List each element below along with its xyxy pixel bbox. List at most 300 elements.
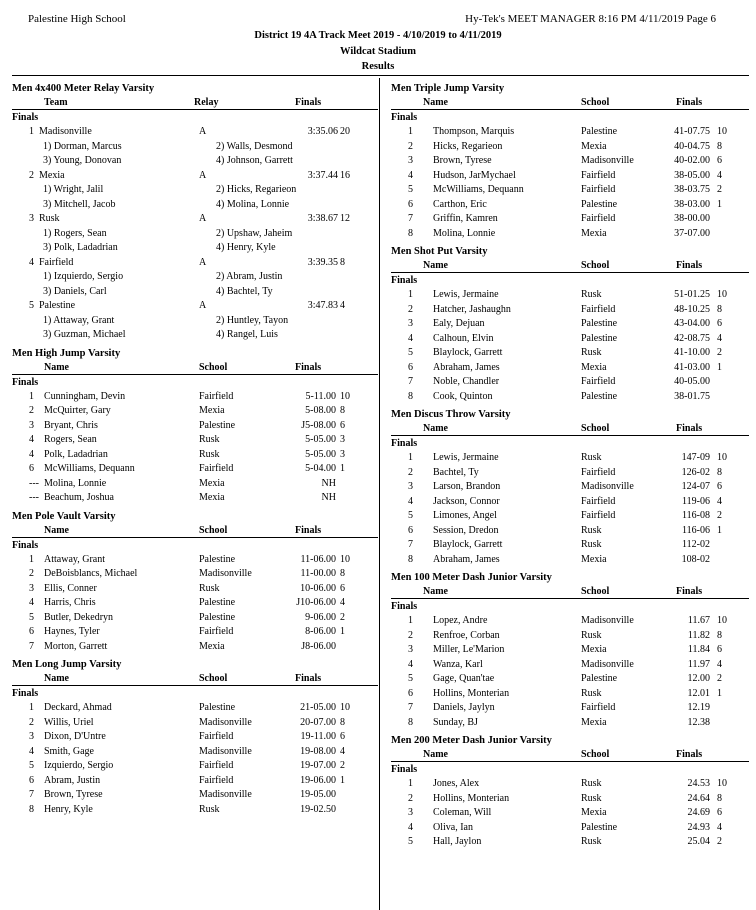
event-title: Men Shot Put Varsity <box>391 246 488 257</box>
relay-legs-row <box>12 270 378 285</box>
event-block <box>391 82 749 241</box>
result-row <box>391 643 749 658</box>
result-row <box>391 538 749 553</box>
event-title: Men 200 Meter Dash Junior Varsity <box>391 735 552 746</box>
place: 8 <box>408 716 413 728</box>
header-name: Name <box>423 97 448 108</box>
relay-results <box>12 125 378 343</box>
team-name: Rusk <box>39 213 60 224</box>
header-finals: Finals <box>676 423 703 434</box>
athlete-name: Dixon, D'Untre <box>44 731 106 742</box>
finals-mark: 5-04.00 <box>305 463 336 474</box>
points: 4 <box>717 169 722 181</box>
place: 2 <box>408 140 413 152</box>
place: 7 <box>29 789 34 800</box>
athlete-name: Renfroe, Corban <box>433 629 500 641</box>
points: 2 <box>717 184 722 195</box>
header-school: School <box>199 361 228 373</box>
finals-mark: 24.93 <box>687 821 710 833</box>
athlete-name: Brown, Tyrese <box>44 789 103 800</box>
event-block <box>391 245 749 404</box>
place: 3 <box>408 807 413 818</box>
athlete-name: Lopez, Andre <box>433 615 488 626</box>
school: Rusk <box>581 687 602 699</box>
school: Mexia <box>581 807 607 818</box>
result-row <box>391 361 749 376</box>
athlete-name: Larson, Brandon <box>433 481 501 492</box>
header-name: Name <box>423 586 448 597</box>
result-row <box>391 466 749 481</box>
column-header <box>391 748 749 762</box>
athlete-name: Thompson, Marquis <box>433 126 515 137</box>
points: 8 <box>717 303 722 315</box>
athlete-name: Abraham, James <box>433 553 500 565</box>
header-divider <box>12 75 749 76</box>
team-name: Madisonville <box>39 126 92 137</box>
points: 10 <box>717 615 727 626</box>
school: Rusk <box>581 347 602 358</box>
place: 8 <box>408 227 413 239</box>
points: 8 <box>340 405 345 416</box>
points: 8 <box>717 629 722 641</box>
athlete-name: Ealy, Dejuan <box>433 318 485 329</box>
school: Madisonville <box>199 745 252 757</box>
points: 6 <box>717 644 722 655</box>
result-row <box>391 835 749 850</box>
finals-mark: 19-07.00 <box>300 760 336 771</box>
relay-legs-row <box>12 154 378 169</box>
finals-mark: 51-01.25 <box>674 289 710 300</box>
team-name: Mexia <box>39 169 65 181</box>
finals-mark: 38-00.00 <box>674 213 710 224</box>
place: 3 <box>408 155 413 166</box>
points: 8 <box>340 256 345 268</box>
athlete-name: Attaway, Grant <box>44 553 105 565</box>
place: 1 <box>408 615 413 626</box>
school: Madisonville <box>199 568 252 579</box>
result-row <box>391 212 749 227</box>
section-title: Results <box>361 61 395 72</box>
athlete-name: Blaylock, Garrett <box>433 347 503 358</box>
place: 6 <box>29 463 34 474</box>
result-row <box>391 658 749 673</box>
place: 2 <box>408 792 413 804</box>
finals-mark: 24.64 <box>687 792 710 804</box>
header-school: School <box>581 423 610 434</box>
athlete-name: Jones, Alex <box>433 778 480 789</box>
event-block <box>12 347 378 506</box>
finals-mark: 41-10.00 <box>674 347 710 358</box>
header-name: Name <box>44 361 69 373</box>
athlete-name: DeBoisblancs, Michael <box>44 568 138 579</box>
finals-mark: 5-11.00 <box>305 390 336 402</box>
finals-mark: 147-09 <box>681 452 710 463</box>
result-row <box>391 716 749 731</box>
result-row <box>391 777 749 792</box>
points: 20 <box>340 126 350 137</box>
athlete-name: Abraham, James <box>433 361 500 373</box>
place: 2 <box>29 716 34 728</box>
relay-event <box>12 82 378 343</box>
result-row <box>391 390 749 405</box>
place: 6 <box>29 774 34 786</box>
athlete-name: Jackson, Connor <box>433 495 500 507</box>
finals-label: Finals <box>12 376 39 388</box>
relay-team-row <box>12 169 378 184</box>
event-title: Men Discus Throw Varsity <box>391 409 511 420</box>
finals-mark: 11.84 <box>687 644 710 655</box>
result-row <box>391 169 749 184</box>
place: 1 <box>408 289 413 300</box>
result-row <box>391 701 749 716</box>
right-events <box>391 82 749 850</box>
points: 8 <box>717 792 722 804</box>
event-title: Men Long Jump Varsity <box>12 659 122 670</box>
athlete-name: Izquierdo, Sergio <box>44 760 114 771</box>
result-row <box>12 716 378 731</box>
points: 2 <box>717 347 722 358</box>
relay-runner: 1) Attaway, Grant <box>43 314 115 326</box>
place: 8 <box>29 803 34 815</box>
place: 5 <box>408 510 413 521</box>
result-row <box>391 183 749 198</box>
place: 7 <box>408 213 413 224</box>
finals-mark: 11.67 <box>687 615 710 626</box>
athlete-name: Rogers, Sean <box>44 434 97 445</box>
column-header <box>12 96 378 110</box>
school: Fairfield <box>581 169 616 181</box>
finals-mark: 48-10.25 <box>674 303 710 315</box>
event-block <box>391 571 749 730</box>
athlete-name: Smith, Gage <box>44 745 94 757</box>
athlete-name: Bryant, Chris <box>44 419 98 431</box>
points: 4 <box>340 745 345 757</box>
finals-label: Finals <box>391 112 418 123</box>
school: Palestine <box>581 390 618 402</box>
relay-letter: A <box>199 256 207 268</box>
relay-legs-row <box>12 227 378 242</box>
finals-mark: 11-06.00 <box>300 553 336 565</box>
athlete-name: Beachum, Joshua <box>44 492 114 503</box>
finals-mark: 37-07.00 <box>674 227 710 239</box>
finals-mark: 3:37.44 <box>307 169 338 181</box>
points: 10 <box>717 126 727 137</box>
place: 4 <box>408 658 413 670</box>
place: 6 <box>408 198 413 210</box>
points: 6 <box>717 807 722 818</box>
header-team: Team <box>44 97 68 108</box>
result-row <box>12 419 378 434</box>
school: Mexia <box>581 361 607 373</box>
result-row <box>391 332 749 347</box>
place: --- <box>29 477 39 489</box>
place: 6 <box>29 626 34 637</box>
athlete-name: Harris, Chris <box>44 597 96 608</box>
place: 5 <box>408 673 413 684</box>
finals-mark: 116-08 <box>682 510 710 521</box>
relay-runner: 2) Huntley, Tayon <box>216 314 289 326</box>
finals-mark: 3:47.83 <box>307 300 338 311</box>
header-name: Name <box>423 749 448 760</box>
athlete-name: Limones, Angel <box>433 510 497 521</box>
finals-mark: 19-08.00 <box>300 745 336 757</box>
place: 7 <box>29 640 34 652</box>
finals-label: Finals <box>391 275 418 286</box>
points: 6 <box>717 318 722 329</box>
school: Fairfield <box>581 702 616 713</box>
athlete-name: Morton, Garrett <box>44 640 108 652</box>
points: 1 <box>340 774 345 786</box>
school: Rusk <box>581 836 602 847</box>
place: 7 <box>408 539 413 550</box>
header-school: School <box>199 524 228 536</box>
finals-mark: 11.97 <box>687 658 710 670</box>
athlete-name: Ellis, Conner <box>44 582 97 594</box>
relay-runner: 2) Upshaw, Jaheim <box>216 227 293 239</box>
header-name: Name <box>423 260 448 271</box>
result-row <box>12 553 378 568</box>
athlete-name: Abram, Justin <box>44 774 101 786</box>
athlete-name: Haynes, Tyler <box>44 626 100 637</box>
finals-mark: 116-06 <box>682 524 710 536</box>
athlete-name: Cook, Quinton <box>433 390 493 402</box>
result-row <box>12 625 378 640</box>
result-row <box>391 629 749 644</box>
finals-mark: 38-05.00 <box>674 169 710 181</box>
relay-runner: 3) Young, Donovan <box>43 155 122 166</box>
finals-mark: 5-05.00 <box>305 448 336 460</box>
result-row <box>12 774 378 789</box>
athlete-name: Sunday, BJ <box>433 716 478 728</box>
points: 10 <box>340 553 350 565</box>
points: 10 <box>340 390 350 402</box>
result-row <box>391 198 749 213</box>
place: 2 <box>408 629 413 641</box>
relay-runner: 4) Rangel, Luis <box>216 329 278 340</box>
place: 2 <box>29 405 34 416</box>
place: 6 <box>408 524 413 536</box>
athlete-name: McWilliams, Dequann <box>44 463 135 474</box>
finals-label: Finals <box>12 539 39 551</box>
place: 3 <box>29 582 34 594</box>
finals-label: Finals <box>12 688 39 699</box>
place: 5 <box>29 611 34 623</box>
place: 7 <box>408 376 413 387</box>
finals-mark: 12.00 <box>687 673 710 684</box>
event-title: Men 100 Meter Dash Junior Varsity <box>391 572 552 583</box>
relay-runner: 2) Abram, Justin <box>216 271 283 282</box>
finals-mark: J8-06.00 <box>301 640 336 652</box>
athlete-name: McWilliams, Dequann <box>433 184 524 195</box>
result-row <box>12 462 378 477</box>
finals-mark: 119-06 <box>682 495 710 507</box>
school: Rusk <box>199 582 220 594</box>
result-row <box>391 495 749 510</box>
school: Palestine <box>199 419 236 431</box>
points: 1 <box>340 463 345 474</box>
place: 5 <box>408 836 413 847</box>
event-block <box>12 510 378 655</box>
points: 8 <box>340 716 345 728</box>
points: 3 <box>340 434 345 445</box>
finals-label: Finals <box>391 601 418 612</box>
athlete-name: Gage, Quan'tae <box>433 673 495 684</box>
relay-runner: 1) Wright, Jalil <box>43 184 104 195</box>
header-name: Name <box>423 423 448 434</box>
relay-legs-row <box>12 314 378 329</box>
points: 2 <box>717 510 722 521</box>
result-row <box>12 404 378 419</box>
relay-legs-row <box>12 285 378 300</box>
athlete-name: Miller, Le'Marion <box>433 644 505 655</box>
place: 7 <box>408 702 413 713</box>
school: Palestine <box>581 673 618 684</box>
finals-label: Finals <box>391 764 418 775</box>
school: Palestine <box>199 553 236 565</box>
finals-mark: 40-05.00 <box>674 376 710 387</box>
athlete-name: Lewis, Jermaine <box>433 289 499 300</box>
athlete-name: Cunningham, Devin <box>44 390 126 402</box>
relay-runner: 2) Hicks, Regarieon <box>216 184 297 195</box>
relay-runner: 3) Daniels, Carl <box>43 285 107 297</box>
place: 6 <box>408 361 413 373</box>
result-row <box>12 611 378 626</box>
result-row <box>12 803 378 818</box>
athlete-name: Lewis, Jermaine <box>433 452 499 463</box>
result-row <box>391 125 749 140</box>
athlete-name: Bachtel, Ty <box>433 466 479 478</box>
finals-mark: 12.38 <box>687 716 710 728</box>
relay-runner: 4) Bachtel, Ty <box>216 285 273 297</box>
relay-legs-row <box>12 140 378 155</box>
finals-mark: 124-07 <box>681 481 710 492</box>
school: Fairfield <box>199 731 234 742</box>
team-name: Palestine <box>39 300 76 311</box>
result-row <box>391 317 749 332</box>
school: Rusk <box>199 434 220 445</box>
relay-letter: A <box>199 300 207 311</box>
school: Madisonville <box>581 615 634 626</box>
header-finals: Finals <box>295 524 322 536</box>
athlete-name: Session, Dredon <box>433 524 499 536</box>
school: Fairfield <box>581 376 616 387</box>
right-column <box>391 78 749 850</box>
athlete-name: Willis, Uriel <box>44 716 94 728</box>
finals-mark: 108-02 <box>681 553 710 565</box>
athlete-name: Polk, Ladadrian <box>44 448 108 460</box>
school: Madisonville <box>581 481 634 492</box>
school: Rusk <box>581 629 602 641</box>
place: 5 <box>408 184 413 195</box>
points: 1 <box>340 626 345 637</box>
school: Palestine <box>581 318 618 329</box>
school: Fairfield <box>581 213 616 224</box>
relay-runner: 3) Guzman, Michael <box>43 329 126 340</box>
place: 2 <box>408 303 413 315</box>
place: 1 <box>408 778 413 789</box>
result-row <box>12 788 378 803</box>
result-row <box>12 433 378 448</box>
finals-mark: 126-02 <box>681 466 710 478</box>
points: 4 <box>717 495 722 507</box>
result-row <box>12 701 378 716</box>
points: 8 <box>340 568 345 579</box>
athlete-name: Hollins, Monterian <box>433 792 510 804</box>
finals-mark: 43-04.00 <box>674 318 710 329</box>
finals-mark: 8-06.00 <box>305 626 336 637</box>
finals-mark: 12.01 <box>687 687 710 699</box>
column-header <box>391 96 749 110</box>
result-row <box>12 491 378 506</box>
finals-mark: 5-05.00 <box>305 434 336 445</box>
finals-mark: 19-02.50 <box>300 803 336 815</box>
header-school: School <box>581 749 610 760</box>
result-row <box>391 451 749 466</box>
athlete-name: Deckard, Ahmad <box>44 702 112 713</box>
finals-mark: 38-03.75 <box>674 184 710 195</box>
finals-mark: 19-11.00 <box>300 731 336 742</box>
athlete-name: Oliva, Ian <box>433 821 473 833</box>
result-row <box>12 448 378 463</box>
finals-mark: 20-07.00 <box>300 716 336 728</box>
finals-mark: NH <box>321 492 336 503</box>
points: 10 <box>717 289 727 300</box>
relay-runner: 1) Dorman, Marcus <box>43 140 122 152</box>
finals-mark: J10-06.00 <box>296 597 336 608</box>
column-divider <box>379 78 380 910</box>
column-header <box>12 524 378 538</box>
school: Mexia <box>581 140 607 152</box>
school: Fairfield <box>581 466 616 478</box>
school: Palestine <box>581 821 618 833</box>
place: 3 <box>29 213 34 224</box>
result-row <box>391 154 749 169</box>
finals-mark: 19-06.00 <box>300 774 336 786</box>
points: 8 <box>717 466 722 478</box>
place: 3 <box>408 644 413 655</box>
relay-runner: 1) Rogers, Sean <box>43 227 107 239</box>
event-block <box>12 658 378 817</box>
points: 2 <box>340 611 345 623</box>
finals-mark: 11.82 <box>687 629 710 641</box>
school: Mexia <box>581 553 607 565</box>
header-finals: Finals <box>676 586 703 597</box>
finals-mark: 3:35.06 <box>307 126 338 137</box>
points: 4 <box>340 300 345 311</box>
athlete-name: Hudson, JarMychael <box>433 169 516 181</box>
place: 4 <box>29 745 34 757</box>
points: 1 <box>717 198 722 210</box>
finals-mark: 40-02.00 <box>674 155 710 166</box>
result-row <box>391 821 749 836</box>
finals-mark: 25.04 <box>687 836 710 847</box>
relay-runner: 1) Izquierdo, Sergio <box>43 271 124 282</box>
place: 3 <box>408 318 413 329</box>
relay-legs-row <box>12 198 378 213</box>
team-name: Fairfield <box>39 256 74 268</box>
result-row <box>391 346 749 361</box>
event-title: Men Pole Vault Varsity <box>12 510 116 522</box>
relay-team-row <box>12 212 378 227</box>
school: Fairfield <box>581 184 616 195</box>
athlete-name: McQuirter, Gary <box>44 405 111 416</box>
finals-mark: NH <box>321 477 336 489</box>
finals-mark: 38-01.75 <box>674 390 710 402</box>
relay-runner: 3) Mitchell, Jacob <box>43 198 116 210</box>
header-finals: Finals <box>295 361 322 373</box>
place: 4 <box>408 332 413 344</box>
place: 4 <box>408 821 413 833</box>
